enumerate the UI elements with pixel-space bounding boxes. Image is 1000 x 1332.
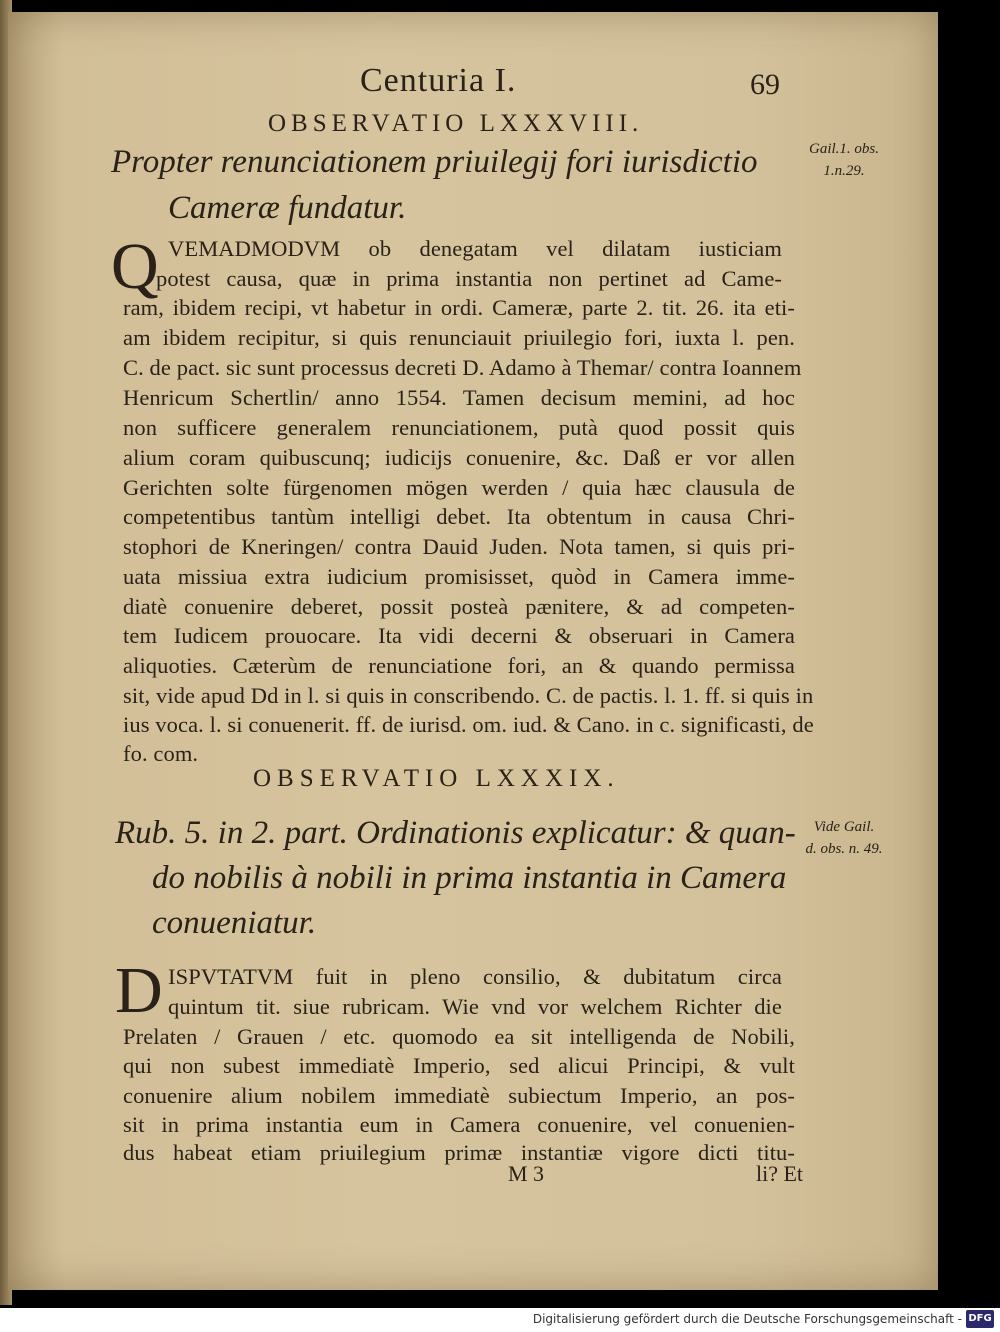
margin-note-line: Vide Gail.: [813, 819, 875, 835]
footer-bar: [0, 1308, 1000, 1332]
body-text-line: Gerichten solte fürgenomen mögen werden / quia hæc clausula de: [123, 475, 795, 500]
body-text-line: uata missiua extra iudicium promisisset, quòd in Camera imme-: [123, 564, 795, 589]
body-text-line: conuenire alium nobilem immediatè subiectum Imperio, an pos-: [123, 1083, 795, 1108]
body-text-line: ius voca. l. si conuenerit. ff. de iurisd. om. iud. & Cano. in c. significasti, de: [123, 712, 814, 737]
dfg-logo: DFG: [966, 1310, 994, 1328]
page-number: 69: [750, 68, 780, 101]
margin-note: [784, 138, 904, 182]
book-page: [8, 12, 938, 1290]
body-text-line: C. de pact. sic sunt processus decreti D. Adamo à Themar/ contra Ioannem: [123, 355, 802, 380]
observatio-title-line: Propter renunciationem priuilegij fori iurisdictio: [111, 144, 758, 180]
signature-mark: M 3: [508, 1161, 545, 1186]
body-text-line: competentibus tantùm intelligi debet. Ita obtentum in causa Chri-: [123, 504, 795, 529]
observatio-heading: OBSERVATIO LXXXIX.: [253, 765, 620, 792]
body-text-line: diatè conuenire deberet, possit posteà pænitere, & ad competen-: [123, 594, 795, 619]
body-text-line: ISPVTATVM fuit in pleno consilio, & dubitatum circa: [168, 964, 782, 989]
body-text-line: tem Iudicem prouocare. Ita vidi decerni & obseruari in Camera: [123, 623, 795, 648]
running-title: Centuria I.: [360, 62, 517, 99]
body-text-line: dus habeat etiam priuilegium primæ instantiæ vigore dicti titu-: [123, 1140, 795, 1165]
observatio-title-line: do nobilis à nobili in prima instantia in Camera: [152, 860, 787, 896]
observatio-title-line: Rub. 5. in 2. part. Ordinationis explicatur: & quan-: [115, 815, 796, 851]
margin-note: [784, 816, 904, 860]
catchword: li? Et: [756, 1161, 804, 1186]
body-text-line: qui non subest immediatè Imperio, sed alicui Principi, & vult: [123, 1053, 795, 1078]
body-text-line: quintum tit. siue rubricam. Wie vnd vor welchem Richter die: [168, 994, 782, 1019]
body-text-line: sit in prima instantia eum in Camera conuenire, vel conuenien-: [123, 1112, 795, 1137]
margin-note-line: Gail.1. obs.: [808, 141, 879, 157]
footer-credit: Digitalisierung gefördert durch die Deutsche Forschungsgemeinschaft -: [532, 1312, 962, 1326]
observatio-heading: OBSERVATIO LXXXVIII.: [268, 110, 644, 137]
margin-note-line: 1.n.29.: [823, 163, 865, 179]
drop-capital: D: [115, 954, 163, 1027]
body-text-line: Prelaten / Grauen / etc. quomodo ea sit intelligenda de Nobili,: [123, 1024, 795, 1049]
body-text-line: Henricum Schertlin/ anno 1554. Tamen decisum memini, ad hoc: [123, 385, 795, 410]
body-text-line: stophori de Kneringen/ contra Dauid Juden. Nota tamen, si quis pri-: [123, 534, 795, 559]
body-text-line: potest causa, quæ in prima instantia non pertinet ad Came-: [156, 266, 782, 291]
body-text-line: fo. com.: [123, 741, 199, 766]
body-text-line: VEMADMODVM ob denegatam vel dilatam iusticiam: [168, 236, 782, 261]
observatio-title-line: conueniatur.: [152, 905, 317, 941]
body-text-line: non sufficere generalem renunciationem, putà quod possit quis: [123, 415, 795, 440]
drop-capital: Q: [111, 230, 159, 303]
body-text-line: am ibidem recipitur, si quis renunciauit priuilegio fori, iuxta l. pen.: [123, 325, 795, 350]
body-text-line: sit, vide apud Dd in l. si quis in conscribendo. C. de pactis. l. 1. ff. si quis in: [123, 683, 814, 708]
margin-note-line: d. obs. n. 49.: [805, 841, 883, 857]
observatio-title-line: Cameræ fundatur.: [168, 190, 407, 226]
body-text-line: aliquoties. Cæterùm de renunciatione fori, an & quando permissa: [123, 653, 795, 678]
body-text-line: ram, ibidem recipi, vt habetur in ordi. Cameræ, parte 2. tit. 26. ita eti-: [123, 295, 795, 320]
body-text-line: alium coram quibuscunq; iudicijs conuenire, &c. Daß er vor allen: [123, 445, 795, 470]
